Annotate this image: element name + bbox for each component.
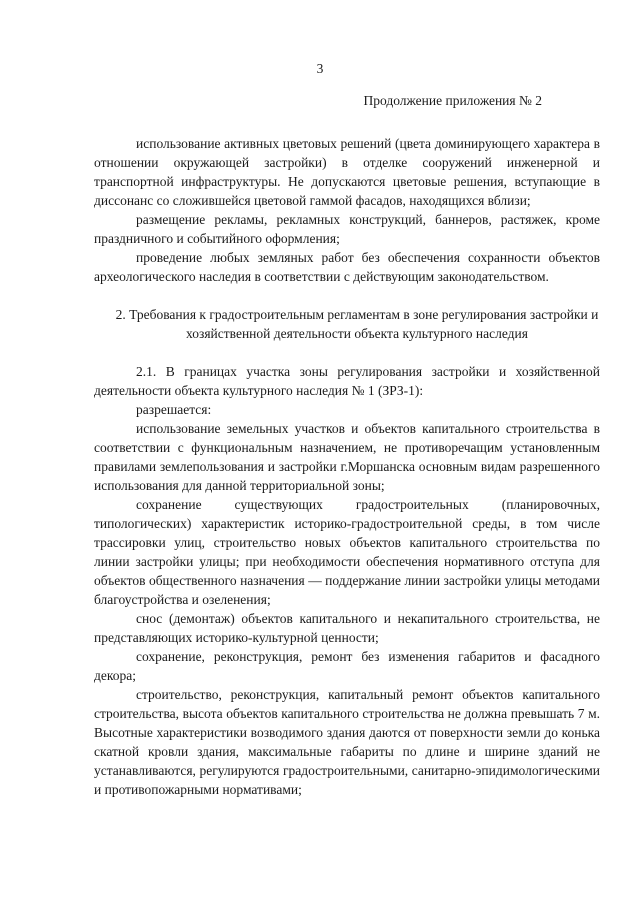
list-item: строительство, реконструкция, капитальный ремонт объектов капитального строительства, высота объектов капитального строительства не должна превышать 7 м. Высотные характеристики возводимого здания даются от поверхности земли до конька скатной кровли здания, максимальные габариты по длине и ширине зданий не устанавливаются, регулируются градостроительными, санитарно-эпидимологическими и противопожарными нормативами;: [94, 687, 600, 797]
paragraph: использование активных цветовых решений (цвета доминирующего характера в отношении окружающей застройки) в отделке сооружений инженерной и транспортной инфраструктуры. Не допускаются цветовые решения, вступающие в диссонанс со сложившейся цветовой гаммой фасадов, находящихся вблизи;: [94, 136, 600, 208]
continuation-label: Продолжение приложения № 2: [363, 93, 542, 108]
paragraph: проведение любых земляных работ без обеспечения сохранности объектов археологического наследия в соответствии с действующим законодательством.: [94, 250, 600, 284]
list-item: сохранение, реконструкция, ремонт без изменения габаритов и фасадного декора;: [94, 649, 600, 683]
list-item: сохранение существующих градостроительных (планировочных, типологических) характеристик историко-градостроительной среды, в том числе трассировки улиц, строительство новых объектов капитального строительства по линии застройки улицы; при необходимости обеспечения нормативного отступа для объектов общественного назначения — поддержание линии застройки улицы методами благоустройства и озеленения;: [94, 497, 600, 607]
document-body: [94, 134, 600, 799]
subsection-paragraph: 2.1. В границах участка зоны регулирования застройки и хозяйственной деятельности объекта культурного наследия № 1 (ЗРЗ-1):: [94, 364, 600, 398]
paragraph: размещение рекламы, рекламных конструкций, баннеров, растяжек, кроме праздничного и событийного оформления;: [94, 212, 600, 246]
allowed-label: разрешается:: [136, 402, 212, 417]
list-item: использование земельных участков и объектов капитального строительства в соответствии с функциональным назначением, не противоречащим установленным правилами землепользования и застройки г.Моршанска основным видам разрешенного использования для данной территориальной зоны;: [94, 421, 600, 493]
list-item: снос (демонтаж) объектов капитального и некапитального строительства, не представляющих историко-культурной ценности;: [94, 611, 600, 645]
section-heading: 2. Требования к градостроительным регламентам в зоне регулирования застройки и хозяйственной деятельности объекта культурного наследия: [115, 307, 599, 341]
page-number: 3: [316, 61, 324, 76]
